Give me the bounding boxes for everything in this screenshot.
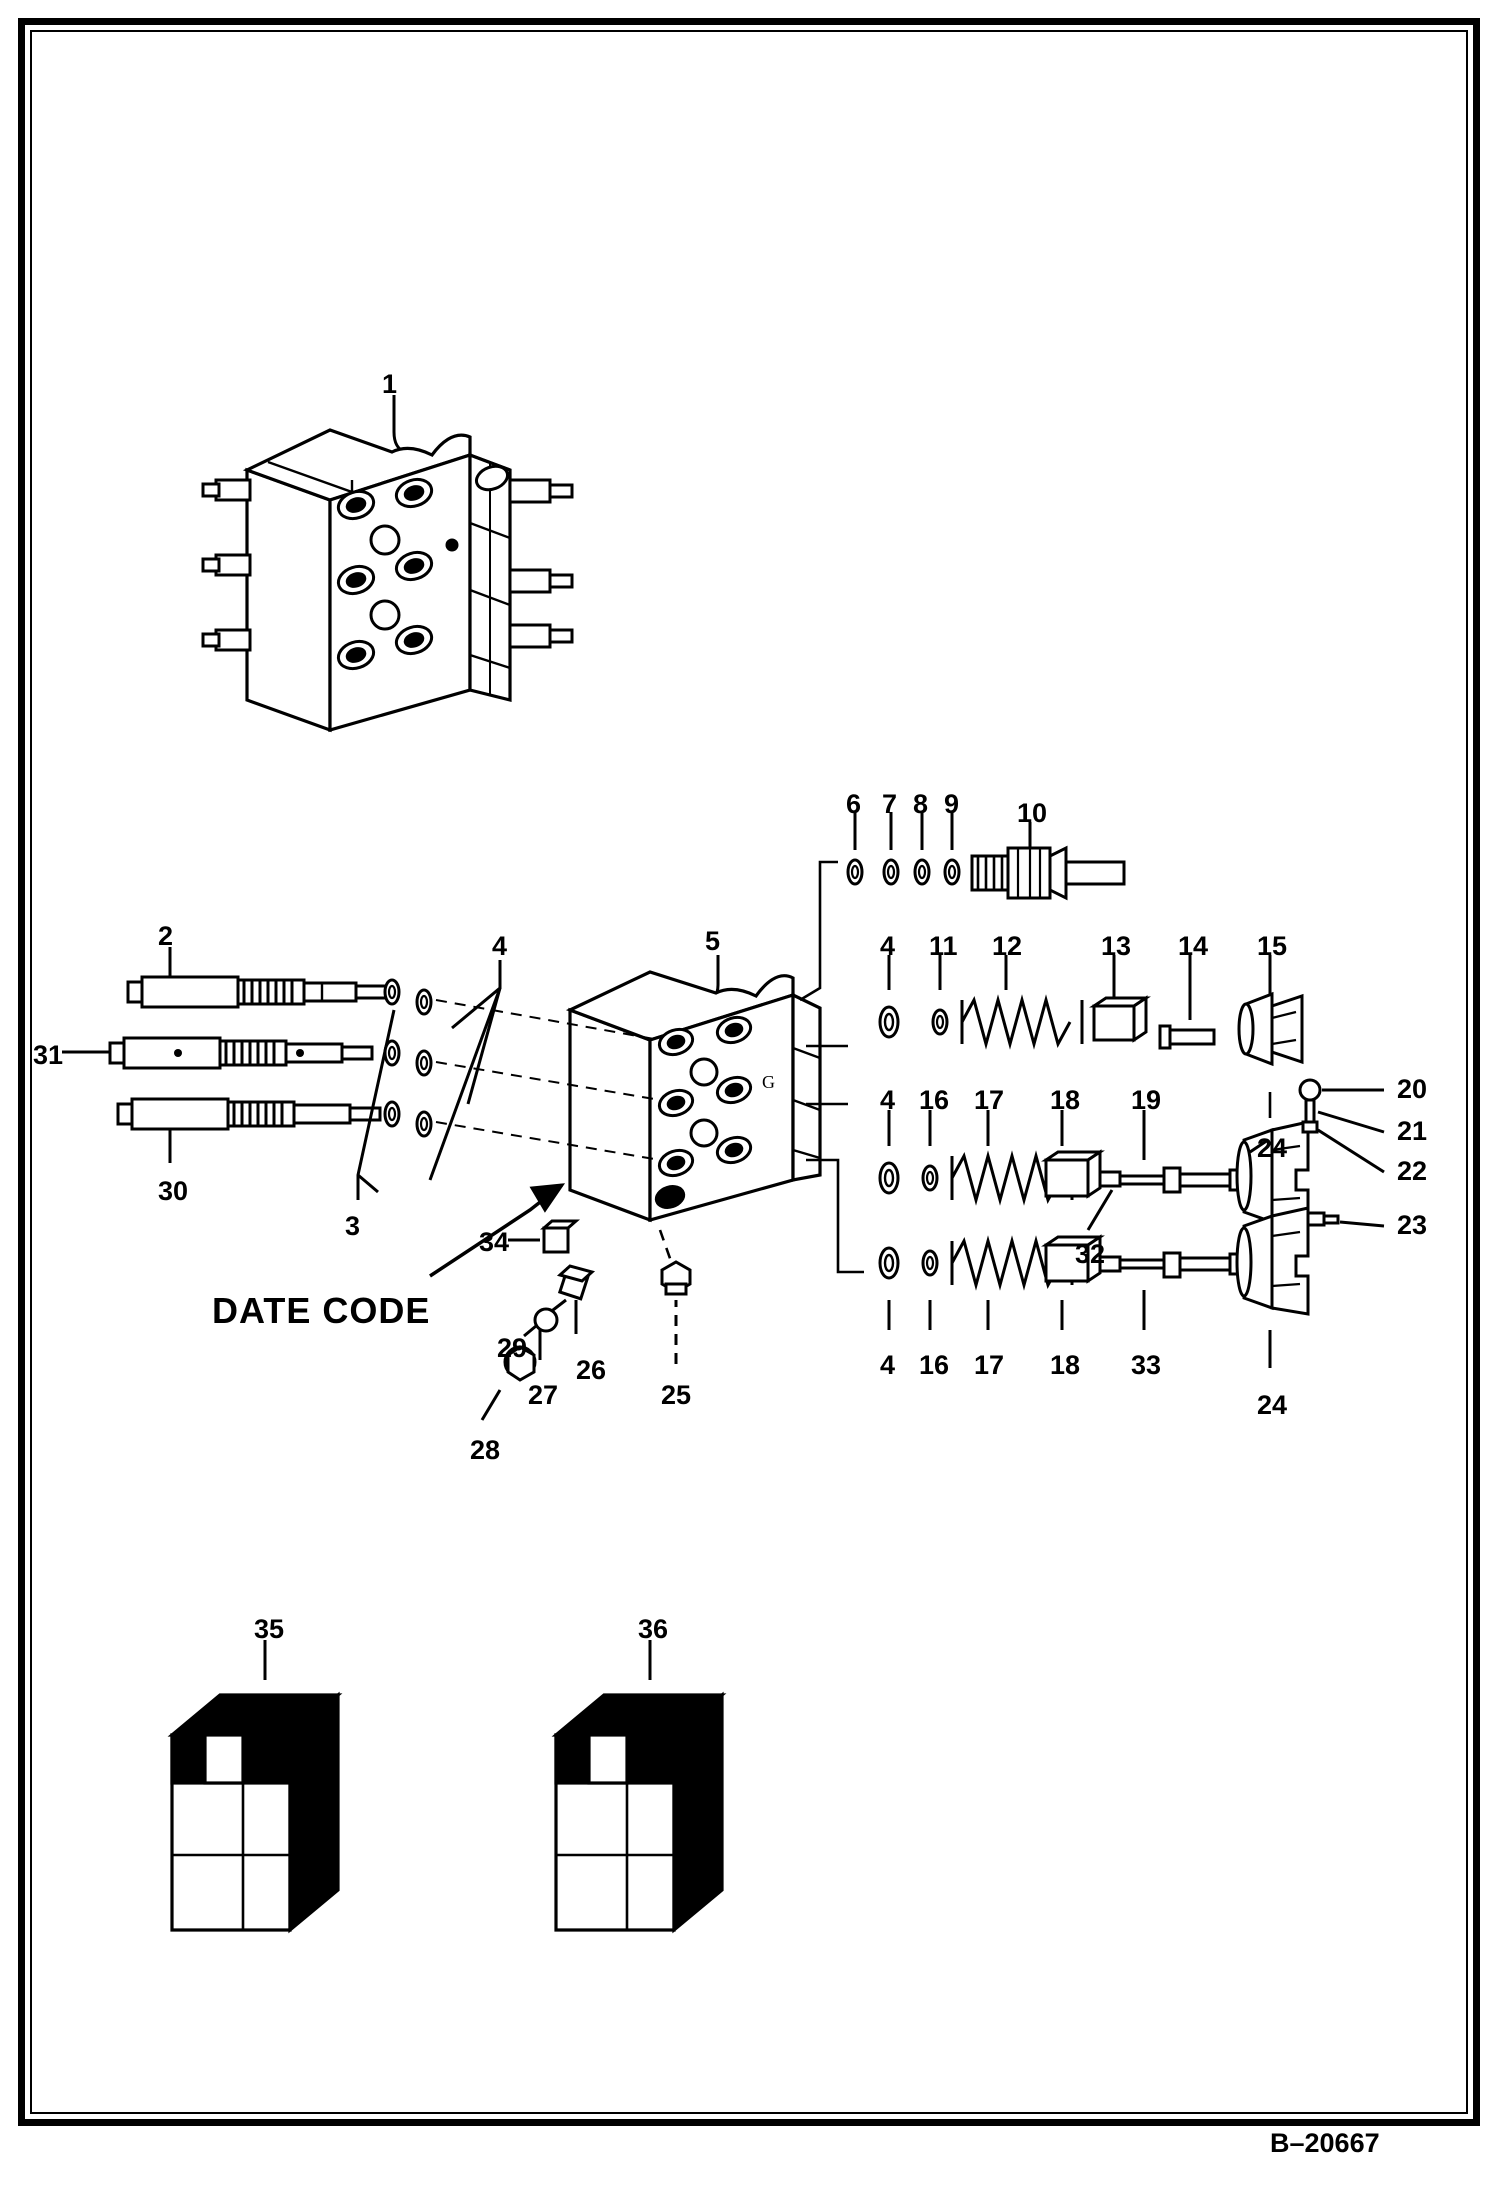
callout-15: 15 [1257, 931, 1288, 961]
items-33-row [880, 1208, 1308, 1368]
callout-26: 26 [576, 1355, 607, 1385]
callout-10: 10 [1017, 798, 1048, 828]
items-25-29-34-fittings [482, 1221, 690, 1420]
item-1-valve-assembly [203, 395, 572, 730]
callout-34: 34 [479, 1227, 510, 1257]
callout-5: 5 [705, 926, 721, 956]
callout-13: 13 [1101, 931, 1132, 961]
callout-32: 32 [1075, 1239, 1106, 1269]
callout-4d: 4 [880, 1350, 896, 1380]
callout-27: 27 [528, 1380, 559, 1410]
callout-36: 36 [638, 1614, 669, 1644]
callout-6: 6 [846, 789, 862, 819]
callout-9: 9 [944, 789, 960, 819]
item-5-valve-body [570, 955, 820, 1220]
callout-7: 7 [882, 789, 898, 819]
callout-31: 31 [33, 1040, 64, 1070]
date-code-label: DATE CODE [212, 1290, 431, 1331]
callout-18b: 18 [1050, 1350, 1081, 1380]
callout-19: 19 [1131, 1085, 1162, 1115]
callout-4b: 4 [880, 931, 896, 961]
callout-3: 3 [345, 1211, 361, 1241]
callout-18a: 18 [1050, 1085, 1081, 1115]
callout-21: 21 [1397, 1116, 1428, 1146]
callout-17b: 17 [974, 1350, 1005, 1380]
items-11-15-row [880, 955, 1302, 1064]
callout-16b: 16 [919, 1350, 950, 1380]
callout-2: 2 [158, 921, 174, 951]
callout-29: 29 [497, 1333, 528, 1363]
callout-11: 11 [929, 931, 958, 961]
callout-30: 30 [158, 1176, 189, 1206]
svg-text:G: G [762, 1072, 775, 1092]
callout-12: 12 [992, 931, 1023, 961]
callout-8: 8 [913, 789, 929, 819]
callout-4a: 4 [492, 931, 508, 961]
callout-35: 35 [254, 1614, 285, 1644]
callout-33: 33 [1131, 1350, 1162, 1380]
callout-14: 14 [1178, 931, 1209, 961]
items-2-30-31-spools [62, 947, 386, 1163]
callout-20: 20 [1397, 1074, 1428, 1104]
callout-17a: 17 [974, 1085, 1005, 1115]
callout-1: 1 [382, 369, 398, 399]
callout-4c: 4 [880, 1085, 896, 1115]
items-35-36-kit-boxes [172, 1640, 722, 1930]
callout-23: 23 [1397, 1210, 1428, 1240]
items-6-10-relief-valve [800, 812, 1124, 1000]
drawing-number: B–20667 [1270, 2128, 1380, 2158]
callout-16a: 16 [919, 1085, 950, 1115]
callout-25: 25 [661, 1380, 692, 1410]
callout-24a: 24 [1257, 1133, 1288, 1163]
callout-28: 28 [470, 1435, 501, 1465]
callout-24b: 24 [1257, 1390, 1288, 1420]
callout-22: 22 [1397, 1156, 1428, 1186]
